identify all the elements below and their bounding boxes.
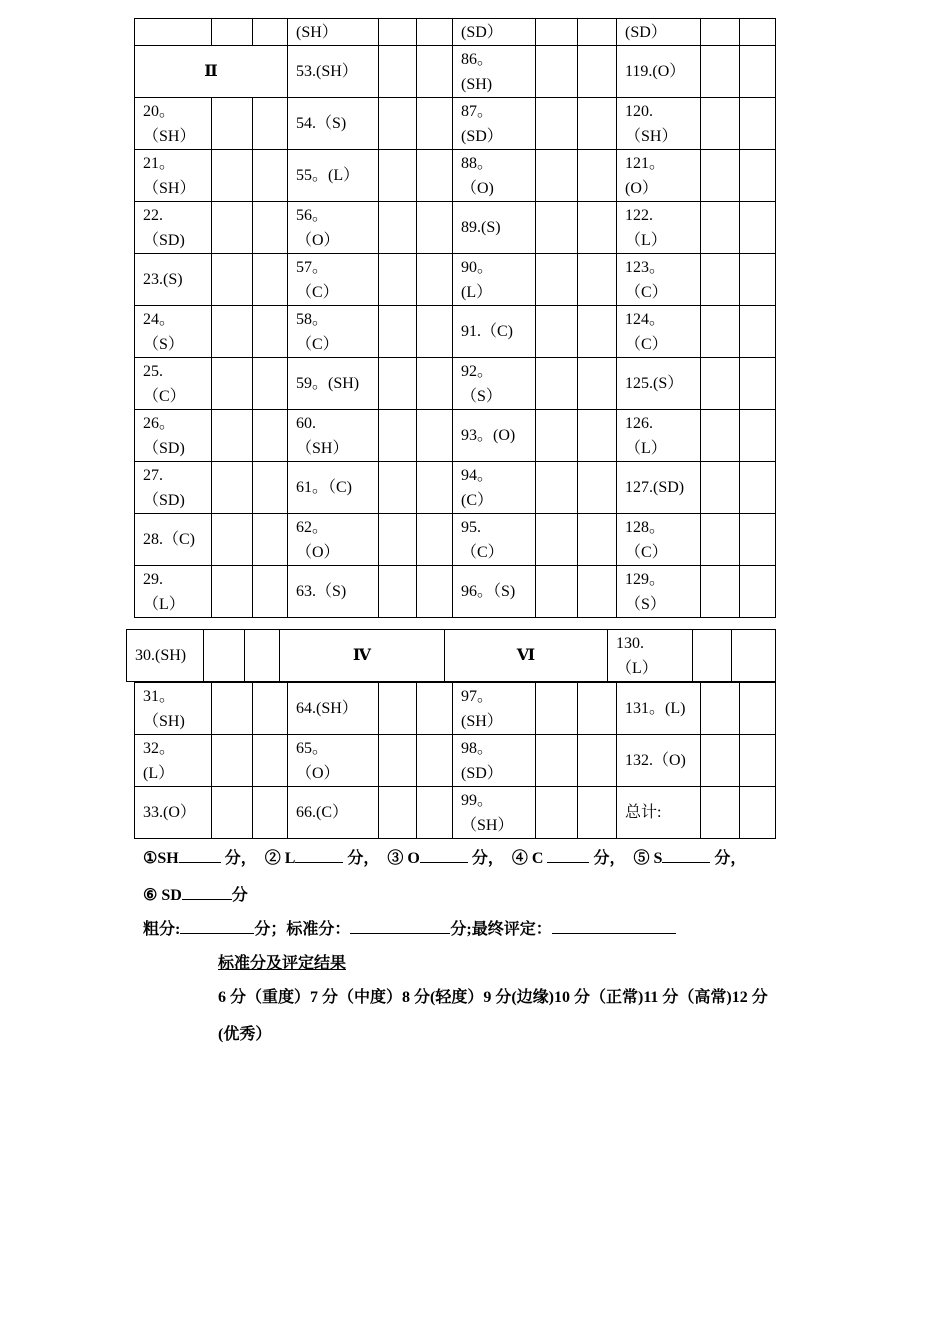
answer-cell[interactable] <box>379 358 417 410</box>
answer-cell[interactable] <box>701 410 740 462</box>
table-row <box>135 358 776 410</box>
answer-cell[interactable] <box>740 462 776 514</box>
total-label: 总计: <box>617 787 701 839</box>
answer-cell[interactable] <box>740 735 776 787</box>
item-cell: 123。 （C） <box>617 254 701 306</box>
item-cell: 132.（O) <box>617 735 701 787</box>
answer-cell[interactable] <box>212 514 253 566</box>
answer-cell[interactable] <box>253 735 288 787</box>
answer-cell[interactable] <box>701 787 740 839</box>
item-cell: 59。(SH) <box>288 358 379 410</box>
answer-cell[interactable] <box>212 202 253 254</box>
answer-cell[interactable] <box>253 306 288 358</box>
answer-cell[interactable] <box>379 98 417 150</box>
answer-cell[interactable] <box>536 358 578 410</box>
item-cell: 55。(L） <box>288 150 379 202</box>
answer-cell[interactable] <box>417 462 453 514</box>
table-row <box>127 630 776 682</box>
answer-cell[interactable] <box>578 683 617 735</box>
item-cell: 90。 (L） <box>453 254 536 306</box>
answer-cell[interactable] <box>701 150 740 202</box>
item-cell: 89.(S) <box>453 202 536 254</box>
answer-cell[interactable] <box>212 683 253 735</box>
answer-cell[interactable] <box>417 358 453 410</box>
answer-cell[interactable] <box>379 410 417 462</box>
section-label: Ⅳ <box>280 630 445 682</box>
item-cell: 26。 （SD) <box>135 410 212 462</box>
answer-cell[interactable] <box>536 462 578 514</box>
item-cell: 130. （L） <box>608 630 693 682</box>
answer-cell[interactable] <box>379 514 417 566</box>
answer-cell[interactable] <box>379 787 417 839</box>
item-cell: 88。 （O) <box>453 150 536 202</box>
table-row <box>135 462 776 514</box>
answer-cell[interactable] <box>701 46 740 98</box>
answer-cell[interactable] <box>536 683 578 735</box>
score-table-lower <box>134 682 776 839</box>
answer-cell[interactable] <box>379 46 417 98</box>
item-cell: 33.(O） <box>135 787 212 839</box>
subscale-score-line-2: ⑥ SD 分 <box>143 887 248 904</box>
answer-cell[interactable] <box>253 358 288 410</box>
answer-cell[interactable] <box>253 98 288 150</box>
item-cell: 66.(C） <box>288 787 379 839</box>
answer-cell[interactable] <box>417 566 453 618</box>
answer-cell[interactable] <box>578 254 617 306</box>
answer-cell[interactable] <box>212 306 253 358</box>
answer-cell[interactable] <box>417 254 453 306</box>
score-table-upper <box>134 18 776 618</box>
table-row <box>135 306 776 358</box>
item-cell: 30.(SH) <box>127 630 204 682</box>
answer-cell[interactable] <box>379 306 417 358</box>
section-title: 标准分及评定结果 <box>218 955 347 972</box>
answer-cell[interactable] <box>212 19 253 46</box>
answer-cell[interactable] <box>253 410 288 462</box>
answer-cell[interactable] <box>417 514 453 566</box>
answer-cell[interactable] <box>379 202 417 254</box>
item-cell: 24。 （S） <box>135 306 212 358</box>
answer-cell[interactable] <box>212 735 253 787</box>
answer-cell[interactable] <box>212 410 253 462</box>
item-cell: 92。 （S） <box>453 358 536 410</box>
answer-cell[interactable] <box>212 98 253 150</box>
answer-cell[interactable] <box>701 254 740 306</box>
answer-cell[interactable] <box>578 566 617 618</box>
answer-cell[interactable] <box>245 630 280 682</box>
answer-cell[interactable] <box>417 202 453 254</box>
standard-score-blank[interactable] <box>350 919 450 934</box>
answer-cell[interactable] <box>417 735 453 787</box>
answer-cell[interactable] <box>253 150 288 202</box>
answer-cell[interactable] <box>536 787 578 839</box>
item-cell: 127.(SD) <box>617 462 701 514</box>
answer-cell[interactable] <box>417 19 453 46</box>
answer-cell[interactable] <box>253 19 288 46</box>
answer-cell[interactable] <box>701 306 740 358</box>
o-score-blank[interactable] <box>420 848 468 863</box>
final-rating-blank[interactable] <box>552 919 676 934</box>
item-cell: 128。 （C） <box>617 514 701 566</box>
answer-cell[interactable] <box>417 410 453 462</box>
item-cell: 125.(S） <box>617 358 701 410</box>
item-cell: 86。 (SH) <box>453 46 536 98</box>
answer-cell[interactable] <box>212 254 253 306</box>
answer-cell[interactable] <box>212 566 253 618</box>
answer-cell[interactable] <box>536 514 578 566</box>
answer-cell[interactable] <box>740 410 776 462</box>
item-cell: 96。（S) <box>453 566 536 618</box>
answer-cell[interactable] <box>379 462 417 514</box>
answer-cell[interactable] <box>578 202 617 254</box>
answer-cell[interactable] <box>417 46 453 98</box>
answer-cell[interactable] <box>417 306 453 358</box>
answer-cell[interactable] <box>701 514 740 566</box>
answer-cell[interactable] <box>578 46 617 98</box>
answer-cell[interactable] <box>212 150 253 202</box>
table-row <box>135 46 776 98</box>
answer-cell[interactable] <box>379 150 417 202</box>
answer-cell[interactable] <box>417 683 453 735</box>
item-cell: 31。 （SH) <box>135 683 212 735</box>
item-cell: (SD） <box>453 19 536 46</box>
item-cell: 63.（S) <box>288 566 379 618</box>
answer-cell[interactable] <box>701 683 740 735</box>
item-cell: 99。 （SH） <box>453 787 536 839</box>
rating-scale-line-1: 6 分（重度）7 分（中度）8 分(轻度）9 分(边缘)10 分（正常)11 分（高常)12 分 <box>218 989 768 1006</box>
table-row <box>135 150 776 202</box>
item-cell: 91.（C) <box>453 306 536 358</box>
answer-cell[interactable] <box>740 683 776 735</box>
answer-cell[interactable] <box>740 514 776 566</box>
item-cell: 60. （SH） <box>288 410 379 462</box>
answer-cell[interactable] <box>212 787 253 839</box>
item-cell: 98。 (SD） <box>453 735 536 787</box>
item-cell: 64.(SH） <box>288 683 379 735</box>
table-row <box>135 787 776 839</box>
answer-cell[interactable] <box>417 98 453 150</box>
item-cell: 126. （L） <box>617 410 701 462</box>
section-label: Ⅵ <box>445 630 608 682</box>
rating-scale-line-2: (优秀） <box>218 1026 272 1043</box>
table-row <box>135 514 776 566</box>
item-cell: 119.(O） <box>617 46 701 98</box>
answer-cell[interactable] <box>693 630 732 682</box>
answer-cell[interactable] <box>578 306 617 358</box>
answer-cell[interactable] <box>536 202 578 254</box>
item-cell: 131。(L) <box>617 683 701 735</box>
answer-cell[interactable] <box>701 462 740 514</box>
table-row <box>135 98 776 150</box>
item-cell: 32。 (L） <box>135 735 212 787</box>
item-cell: 120. （SH） <box>617 98 701 150</box>
item-cell: 58。 （C） <box>288 306 379 358</box>
answer-cell[interactable] <box>536 306 578 358</box>
answer-cell[interactable] <box>253 566 288 618</box>
score-table-section-row <box>126 629 776 682</box>
item-cell: 29. （L） <box>135 566 212 618</box>
item-cell: 54.（S) <box>288 98 379 150</box>
answer-cell[interactable] <box>536 150 578 202</box>
item-cell: 94。 (C） <box>453 462 536 514</box>
section-label: Ⅱ <box>135 46 288 98</box>
subscale-score-line-1: ①SH 分， ② L 分， ③ O 分， ④ C 分， ⑤ S 分， <box>143 850 747 867</box>
answer-cell[interactable] <box>536 254 578 306</box>
item-cell: 95. （C） <box>453 514 536 566</box>
answer-cell[interactable] <box>701 98 740 150</box>
item-cell: 53.(SH） <box>288 46 379 98</box>
answer-cell[interactable] <box>578 410 617 462</box>
answer-cell[interactable] <box>701 202 740 254</box>
item-cell: (SH） <box>288 19 379 46</box>
item-cell: 25. （C） <box>135 358 212 410</box>
answer-cell[interactable] <box>740 98 776 150</box>
item-cell: 56。 （O） <box>288 202 379 254</box>
answer-cell[interactable] <box>740 358 776 410</box>
item-cell: 121。 (O） <box>617 150 701 202</box>
l-score-blank[interactable] <box>295 848 343 863</box>
answer-cell[interactable] <box>417 150 453 202</box>
item-cell: 124。 （C） <box>617 306 701 358</box>
answer-cell[interactable] <box>253 202 288 254</box>
item-cell: 97。 (SH） <box>453 683 536 735</box>
answer-cell[interactable] <box>578 358 617 410</box>
answer-cell[interactable] <box>740 19 776 46</box>
answer-cell[interactable] <box>212 358 253 410</box>
table-row <box>135 735 776 787</box>
item-cell: 65。 （O） <box>288 735 379 787</box>
item-cell: 21。 （SH） <box>135 150 212 202</box>
c-score-blank[interactable] <box>547 848 589 863</box>
answer-cell[interactable] <box>379 566 417 618</box>
answer-cell[interactable] <box>578 735 617 787</box>
answer-cell[interactable] <box>740 566 776 618</box>
answer-cell[interactable] <box>740 787 776 839</box>
answer-cell[interactable] <box>740 46 776 98</box>
answer-cell[interactable] <box>740 254 776 306</box>
item-cell: 28.（C) <box>135 514 212 566</box>
item-cell: 93。(O) <box>453 410 536 462</box>
total-score-line: 粗分: 分；标准分： 分;最终评定： <box>143 916 676 939</box>
answer-cell[interactable] <box>701 566 740 618</box>
answer-cell[interactable] <box>740 306 776 358</box>
answer-cell[interactable] <box>701 19 740 46</box>
answer-cell[interactable] <box>253 254 288 306</box>
item-cell: 62。 （O） <box>288 514 379 566</box>
answer-cell[interactable] <box>578 514 617 566</box>
item-cell: 20。 （SH） <box>135 98 212 150</box>
item-cell: 22. （SD) <box>135 202 212 254</box>
answer-cell[interactable] <box>536 46 578 98</box>
table-row <box>135 683 776 735</box>
answer-cell[interactable] <box>701 358 740 410</box>
answer-cell[interactable] <box>578 98 617 150</box>
answer-cell[interactable] <box>379 735 417 787</box>
table-row <box>135 254 776 306</box>
item-cell: 122. （L） <box>617 202 701 254</box>
answer-cell[interactable] <box>204 630 245 682</box>
table-row <box>135 19 776 46</box>
table-row <box>135 410 776 462</box>
sh-score-blank[interactable] <box>179 848 221 863</box>
item-cell: (SD） <box>617 19 701 46</box>
answer-cell[interactable] <box>253 683 288 735</box>
answer-cell[interactable] <box>379 683 417 735</box>
answer-cell[interactable] <box>536 98 578 150</box>
answer-cell[interactable] <box>740 150 776 202</box>
answer-cell[interactable] <box>536 735 578 787</box>
item-cell <box>135 19 212 46</box>
answer-cell[interactable] <box>740 202 776 254</box>
answer-cell[interactable] <box>536 19 578 46</box>
table-row <box>135 202 776 254</box>
answer-cell[interactable] <box>578 787 617 839</box>
answer-cell[interactable] <box>417 787 453 839</box>
answer-cell[interactable] <box>379 254 417 306</box>
answer-cell[interactable] <box>536 566 578 618</box>
sd-score-blank[interactable] <box>182 885 232 900</box>
answer-cell[interactable] <box>379 19 417 46</box>
answer-cell[interactable] <box>253 514 288 566</box>
item-cell: 87。 (SD） <box>453 98 536 150</box>
answer-cell[interactable] <box>732 630 776 682</box>
s-score-blank[interactable] <box>662 848 710 863</box>
item-cell: 61。（C) <box>288 462 379 514</box>
item-cell: 129。 （S） <box>617 566 701 618</box>
item-cell: 27. （SD) <box>135 462 212 514</box>
answer-cell[interactable] <box>212 462 253 514</box>
answer-cell[interactable] <box>701 735 740 787</box>
answer-cell[interactable] <box>578 462 617 514</box>
item-cell: 23.(S) <box>135 254 212 306</box>
item-cell: 57。 （C） <box>288 254 379 306</box>
raw-score-blank[interactable] <box>180 919 254 934</box>
answer-cell[interactable] <box>578 150 617 202</box>
answer-cell[interactable] <box>578 19 617 46</box>
table-row <box>135 566 776 618</box>
answer-cell[interactable] <box>253 462 288 514</box>
answer-cell[interactable] <box>536 410 578 462</box>
answer-cell[interactable] <box>253 787 288 839</box>
